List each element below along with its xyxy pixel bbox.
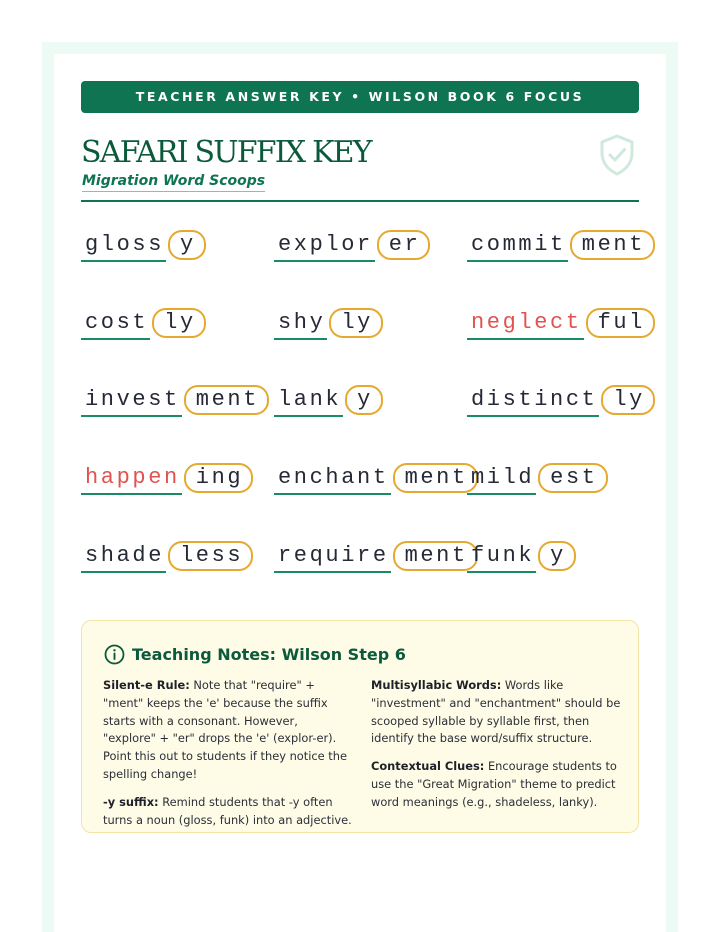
multisyllabic-note xyxy=(371,677,621,748)
base-word: neglect xyxy=(467,308,584,340)
suffix-bubble: ly xyxy=(329,308,383,338)
base-word: require xyxy=(274,541,391,573)
base-word: happen xyxy=(81,463,182,495)
teaching-notes-panel xyxy=(81,620,639,833)
suffix-bubble: y xyxy=(168,230,206,260)
base-word: shy xyxy=(274,308,327,340)
silent-e-note xyxy=(103,677,353,784)
suffix-bubble: y xyxy=(538,541,576,571)
suffix-bubble: ly xyxy=(601,385,655,415)
suffix-bubble: ful xyxy=(586,308,655,338)
suffix-bubble: ly xyxy=(152,308,206,338)
base-word: gloss xyxy=(81,230,166,262)
suffix-bubble: less xyxy=(168,541,253,571)
base-word: cost xyxy=(81,308,150,340)
contextual-note xyxy=(371,758,621,811)
base-word: invest xyxy=(81,385,182,417)
silent-e-label: Silent-e Rule: xyxy=(103,678,190,692)
shield-check-icon xyxy=(599,134,635,176)
base-word: explor xyxy=(274,230,375,262)
y-suffix-note xyxy=(103,794,353,830)
suffix-bubble: ing xyxy=(184,463,253,493)
suffix-bubble: er xyxy=(377,230,431,260)
notes-column-right xyxy=(371,677,621,822)
suffix-bubble: ment xyxy=(184,385,269,415)
silent-e-text: Note that "require" + "ment" keeps the 'e' because the suffix starts with a consonant. However, "explore" + "er" drops the 'e' (explor-er). Point this out to students if they notice the spelling change! xyxy=(103,678,347,781)
answer-key-banner: TEACHER ANSWER KEY • WILSON BOOK 6 FOCUS xyxy=(81,81,639,113)
suffix-bubble: ment xyxy=(393,541,478,571)
suffix-bubble: ment xyxy=(570,230,655,260)
base-word: lank xyxy=(274,385,343,417)
suffix-bubble: y xyxy=(345,385,383,415)
base-word: distinct xyxy=(467,385,599,417)
notes-title: Teaching Notes: Wilson Step 6 xyxy=(132,644,406,664)
y-suffix-label: -y suffix: xyxy=(103,794,159,809)
page-title: SAFARI SUFFIX KEY xyxy=(81,135,371,170)
notes-column-left xyxy=(103,677,353,839)
y-suffix-text: Remind students that -y often turns a noun (gloss, funk) into an adjective. xyxy=(103,794,352,827)
contextual-text: Encourage students to use the "Great Migration" theme to predict word meanings (e.g., shadeless, lanky). xyxy=(371,759,617,809)
base-word: funk xyxy=(467,541,536,573)
multisyllabic-label: Multisyllabic Words: xyxy=(371,678,502,692)
contextual-label: Contextual Clues: xyxy=(371,759,485,774)
title-divider xyxy=(81,200,639,202)
info-icon xyxy=(104,644,125,665)
suffix-bubble: ment xyxy=(393,463,478,493)
page-subtitle: Migration Word Scoops xyxy=(82,172,265,192)
base-word: commit xyxy=(467,230,568,262)
suffix-bubble: est xyxy=(538,463,607,493)
base-word: mild xyxy=(467,463,536,495)
notes-header xyxy=(104,643,406,665)
base-word: shade xyxy=(81,541,166,573)
base-word: enchant xyxy=(274,463,391,495)
multisyllabic-text: Words like "investment" and "enchantment" should be scooped syllable by syllable first, then identify the base word/suffix structure. xyxy=(371,678,621,746)
